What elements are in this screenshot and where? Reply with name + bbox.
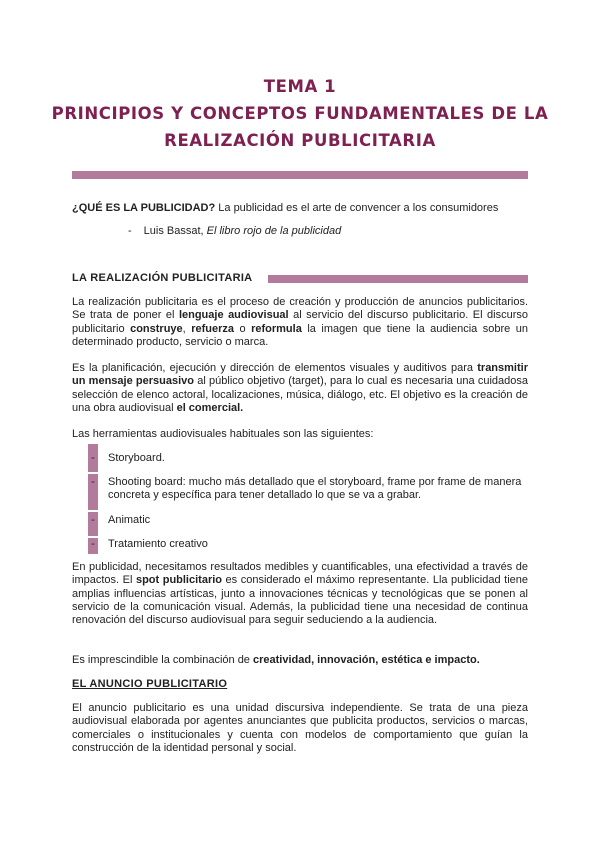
paragraph-tools-intro: Las herramientas audiovisuales habituales son las siguientes: (72, 428, 374, 440)
list-dash: - (91, 476, 95, 488)
title-line-2: PRINCIPIOS Y CONCEPTOS FUNDAMENTALES DE LA (51, 104, 549, 123)
list-item: Shooting board: mucho más detallado que el storyboard, frame por frame de manera concreta y específica para tener detallado lo que se va a grabar. (108, 476, 522, 502)
title-line-1: TEMA 1 (263, 77, 337, 96)
quote-attribution: - Luis Bassat, El libro rojo de la publicidad (128, 225, 342, 237)
section-heading-realizacion: LA REALIZACIÓN PUBLICITARIA (72, 272, 528, 288)
list-dash: - (91, 452, 95, 464)
title-line-3: REALIZACIÓN PUBLICITARIA (164, 131, 436, 150)
list-item: Animatic (108, 514, 151, 526)
intro-question: ¿QUÉ ES LA PUBLICIDAD? La publicidad es el arte de convencer a los consumidores (72, 202, 499, 214)
paragraph-spot: En publicidad, necesitamos resultados medibles y cuantificables, una efectividad a través de impactos. El spot publicitario es considerado el máximo representante. Lla publicidad tiene amplias influencias artísticas, junto a innovaciones técnicas y tecnológicas que se ponen al servicio de la comunicación visual. Además, la publicidad tiene una necesidad de continua renovación del discurso audiovisual para seguir seduciendo a la audiencia. (72, 561, 528, 627)
section-heading-anuncio: EL ANUNCIO PUBLICITARIO (72, 678, 528, 694)
paragraph-combination: Es imprescindible la combinación de creatividad, innovación, estética e impacto. (72, 654, 480, 666)
list-item: Storyboard. (108, 452, 165, 464)
title-divider (72, 171, 528, 179)
list-item: Tratamiento creativo (108, 538, 208, 550)
section-heading-bar (268, 275, 528, 283)
paragraph-realizacion-1: La realización publicitaria es el proceso de creación y producción de anuncios publicitarios. Se trata de poner el lenguaje audiovisual al servicio del discurso publicitario. El discurso publicitario construye, refuerza o reformula la imagen que tiene la audiencia sobre un determinado producto, servicio o marca. (72, 296, 529, 348)
paragraph-realizacion-2: Es la planificación, ejecución y dirección de elementos visuales y auditivos para transmitir un mensaje persuasivo al público objetivo (target), para lo cual es necesaria una cuidadosa selección de elenco actoral, localizaciones, música, diálogo, etc. El objetivo es la creación de una obra audiovisual el comercial. (72, 362, 528, 414)
list-dash: - (91, 514, 95, 526)
paragraph-anuncio: El anuncio publicitario es una unidad discursiva independiente. Se trata de una pieza audiovisual elaborada por agentes anunciantes que publicita productos, servicios o marcas, comerciales o institucionales y cuenta con modelos de comportamiento que guían la construcción de la identidad personal y social. (72, 702, 528, 754)
list-dash: - (91, 538, 95, 550)
